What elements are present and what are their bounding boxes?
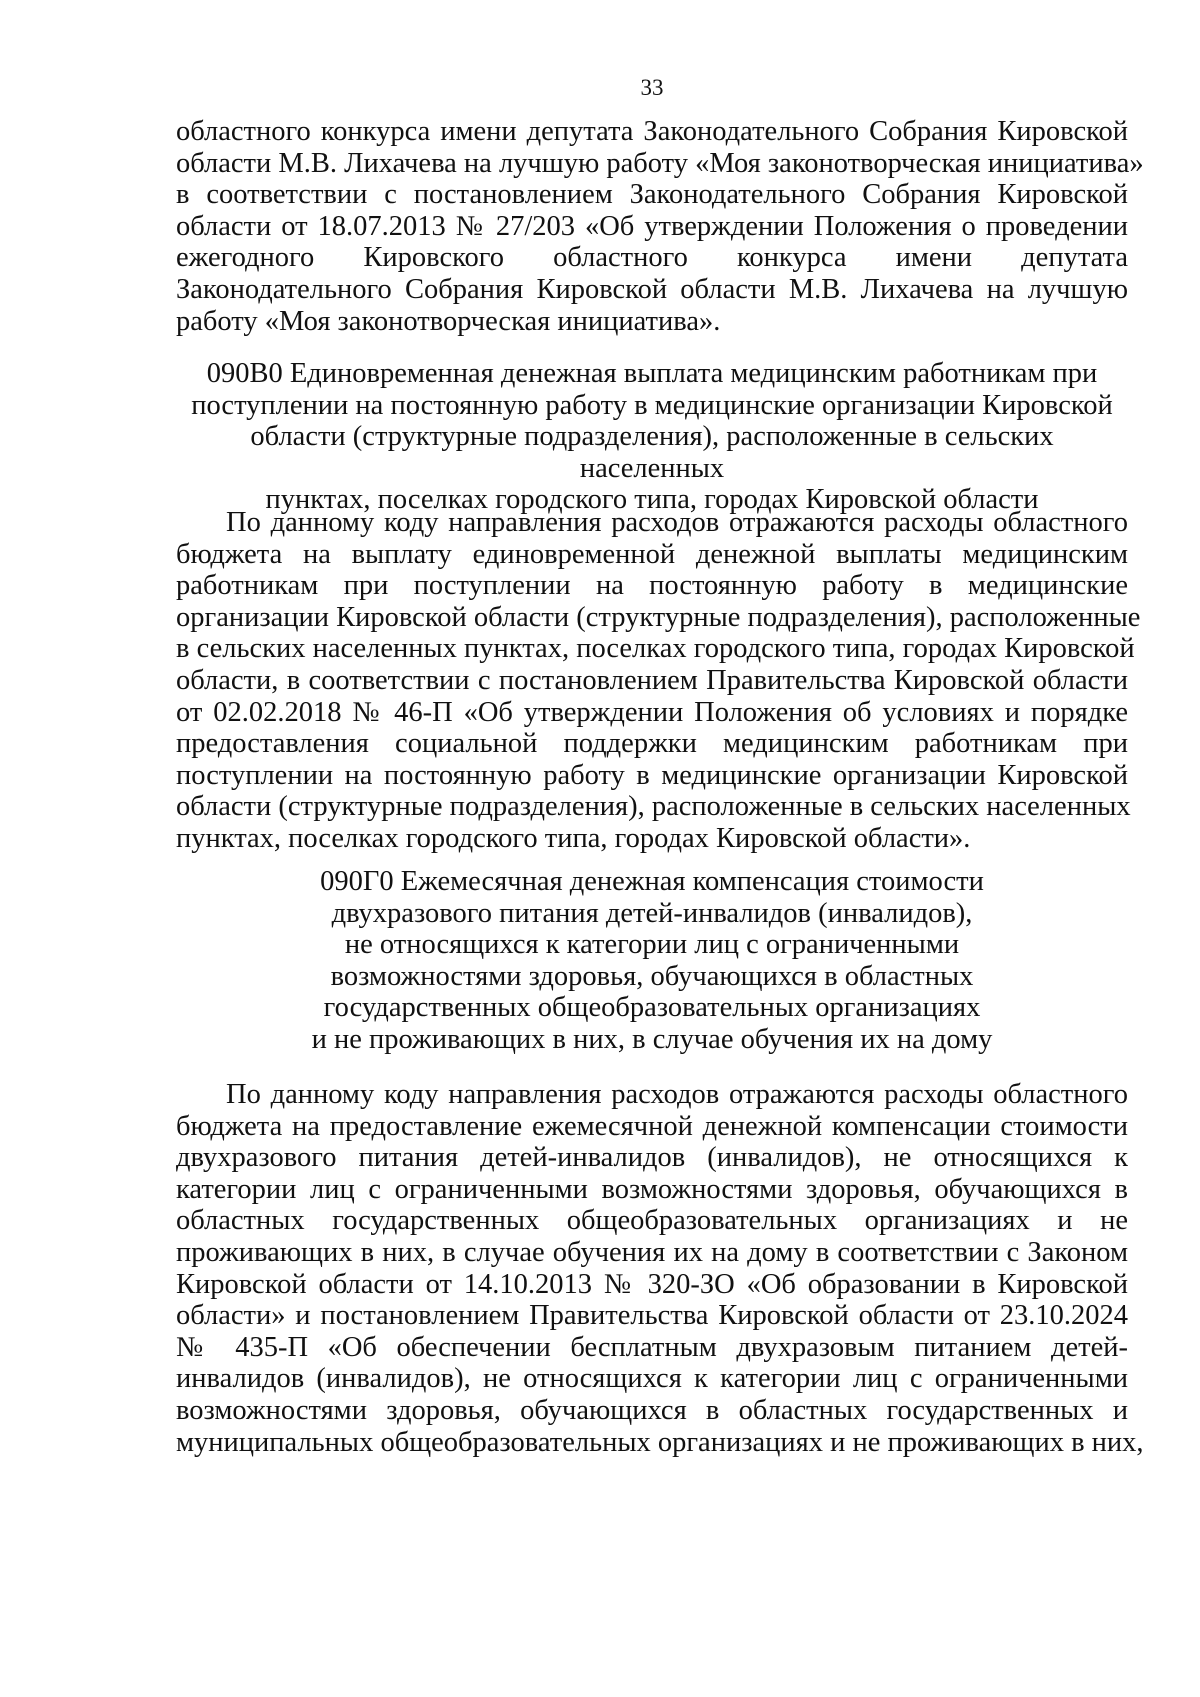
heading-line: возможностями здоровья, обучающихся в областных [330, 960, 974, 992]
text-line: области» и постановлением Правительства Кировской области от 23.10.2024 [176, 1300, 1128, 1332]
heading-line: 090В0 Единовременная денежная выплата медицинским работникам при [206, 358, 1098, 389]
text-line: в соответствии с постановлением Законодательного Собрания Кировской [176, 179, 1128, 211]
text-line: организации Кировской области (структурные подразделения), расположенные [176, 601, 1141, 633]
heading-line: и не проживающих в них, в случае обучения их на дому [311, 1023, 993, 1055]
heading-line: поступлении на постоянную работу в медицинские организации Кировской [191, 389, 1113, 421]
section-heading-090v0 [176, 358, 1128, 516]
text-line: области М.В. Лихачева на лучшую работу «Моя законотворческая инициатива» [176, 147, 1144, 179]
text-line: проживающих в них, в случае обучения их на дому в соответствии с Законом [176, 1236, 1128, 1268]
heading-line: области (структурные подразделения), расположенные в сельских населенных [250, 421, 1054, 484]
text-line: области, в соответствии с постановлением Правительства Кировской области [176, 664, 1128, 696]
text-line: поступлении на постоянную работу в медицинские организации Кировской [176, 759, 1128, 791]
text-line: бюджета на предоставление ежемесячной денежной компенсации стоимости [176, 1110, 1128, 1142]
text-line: категории лиц с ограниченными возможностями здоровья, обучающихся в [176, 1173, 1128, 1205]
text-line: областных государственных общеобразовательных организациях и не [176, 1205, 1128, 1237]
paragraph-090g0 [176, 1079, 1144, 1458]
intro-paragraph [176, 116, 1144, 337]
text-line: области от 18.07.2013 № 27/203 «Об утверждении Положения о проведении [176, 210, 1128, 242]
text-line: бюджета на выплату единовременной денежной выплаты медицинским [176, 538, 1128, 570]
text-line: № 435-П «Об обеспечении бесплатным двухразовым питанием детей- [176, 1331, 1128, 1363]
paragraph-090v0 [176, 507, 1141, 855]
page-number: 33 [640, 75, 664, 100]
heading-line: не относящихся к категории лиц с ограниченными [344, 929, 960, 961]
text-line: работу «Моя законотворческая инициатива». [176, 305, 721, 337]
text-line: Законодательного Собрания Кировской области М.В. Лихачева на лучшую [176, 273, 1128, 305]
text-line: По данному коду направления расходов отражаются расходы областного [226, 1079, 1128, 1110]
text-line: предоставления социальной поддержки медицинским работникам при [176, 728, 1128, 760]
heading-line: пунктах, поселках городского типа, городах Кировской области [265, 484, 1039, 516]
section-heading-090g0 [176, 866, 1128, 1056]
text-line: пунктах, поселках городского типа, городах Кировской области». [176, 822, 971, 854]
text-line: муниципальных общеобразовательных организациях и не проживающих в них, [176, 1426, 1144, 1458]
text-line: возможностями здоровья, обучающихся в областных государственных и [176, 1394, 1128, 1426]
heading-line: 090Г0 Ежемесячная денежная компенсация стоимости [320, 866, 984, 897]
text-line: По данному коду направления расходов отражаются расходы областного [226, 507, 1128, 538]
text-line: области (структурные подразделения), расположенные в сельских населенных [176, 791, 1131, 823]
text-line: от 02.02.2018 № 46-П «Об утверждении Положения об условиях и порядке [176, 696, 1128, 728]
text-line: Кировской области от 14.10.2013 № 320-ЗО «Об образовании в Кировской [176, 1268, 1128, 1300]
text-line: работникам при поступлении на постоянную работу в медицинские [176, 570, 1128, 602]
text-line: областного конкурса имени депутата Законодательного Собрания Кировской [176, 116, 1128, 147]
text-line: в сельских населенных пунктах, поселках городского типа, городах Кировской [176, 633, 1135, 665]
heading-line: двухразового питания детей-инвалидов (инвалидов), [331, 897, 973, 929]
text-line: двухразового питания детей-инвалидов (инвалидов), не относящихся к [176, 1142, 1128, 1174]
text-line: инвалидов (инвалидов), не относящихся к категории лиц с ограниченными [176, 1363, 1128, 1395]
text-line: ежегодного Кировского областного конкурса имени депутата [176, 242, 1128, 274]
heading-line: государственных общеобразовательных организациях [323, 992, 981, 1024]
